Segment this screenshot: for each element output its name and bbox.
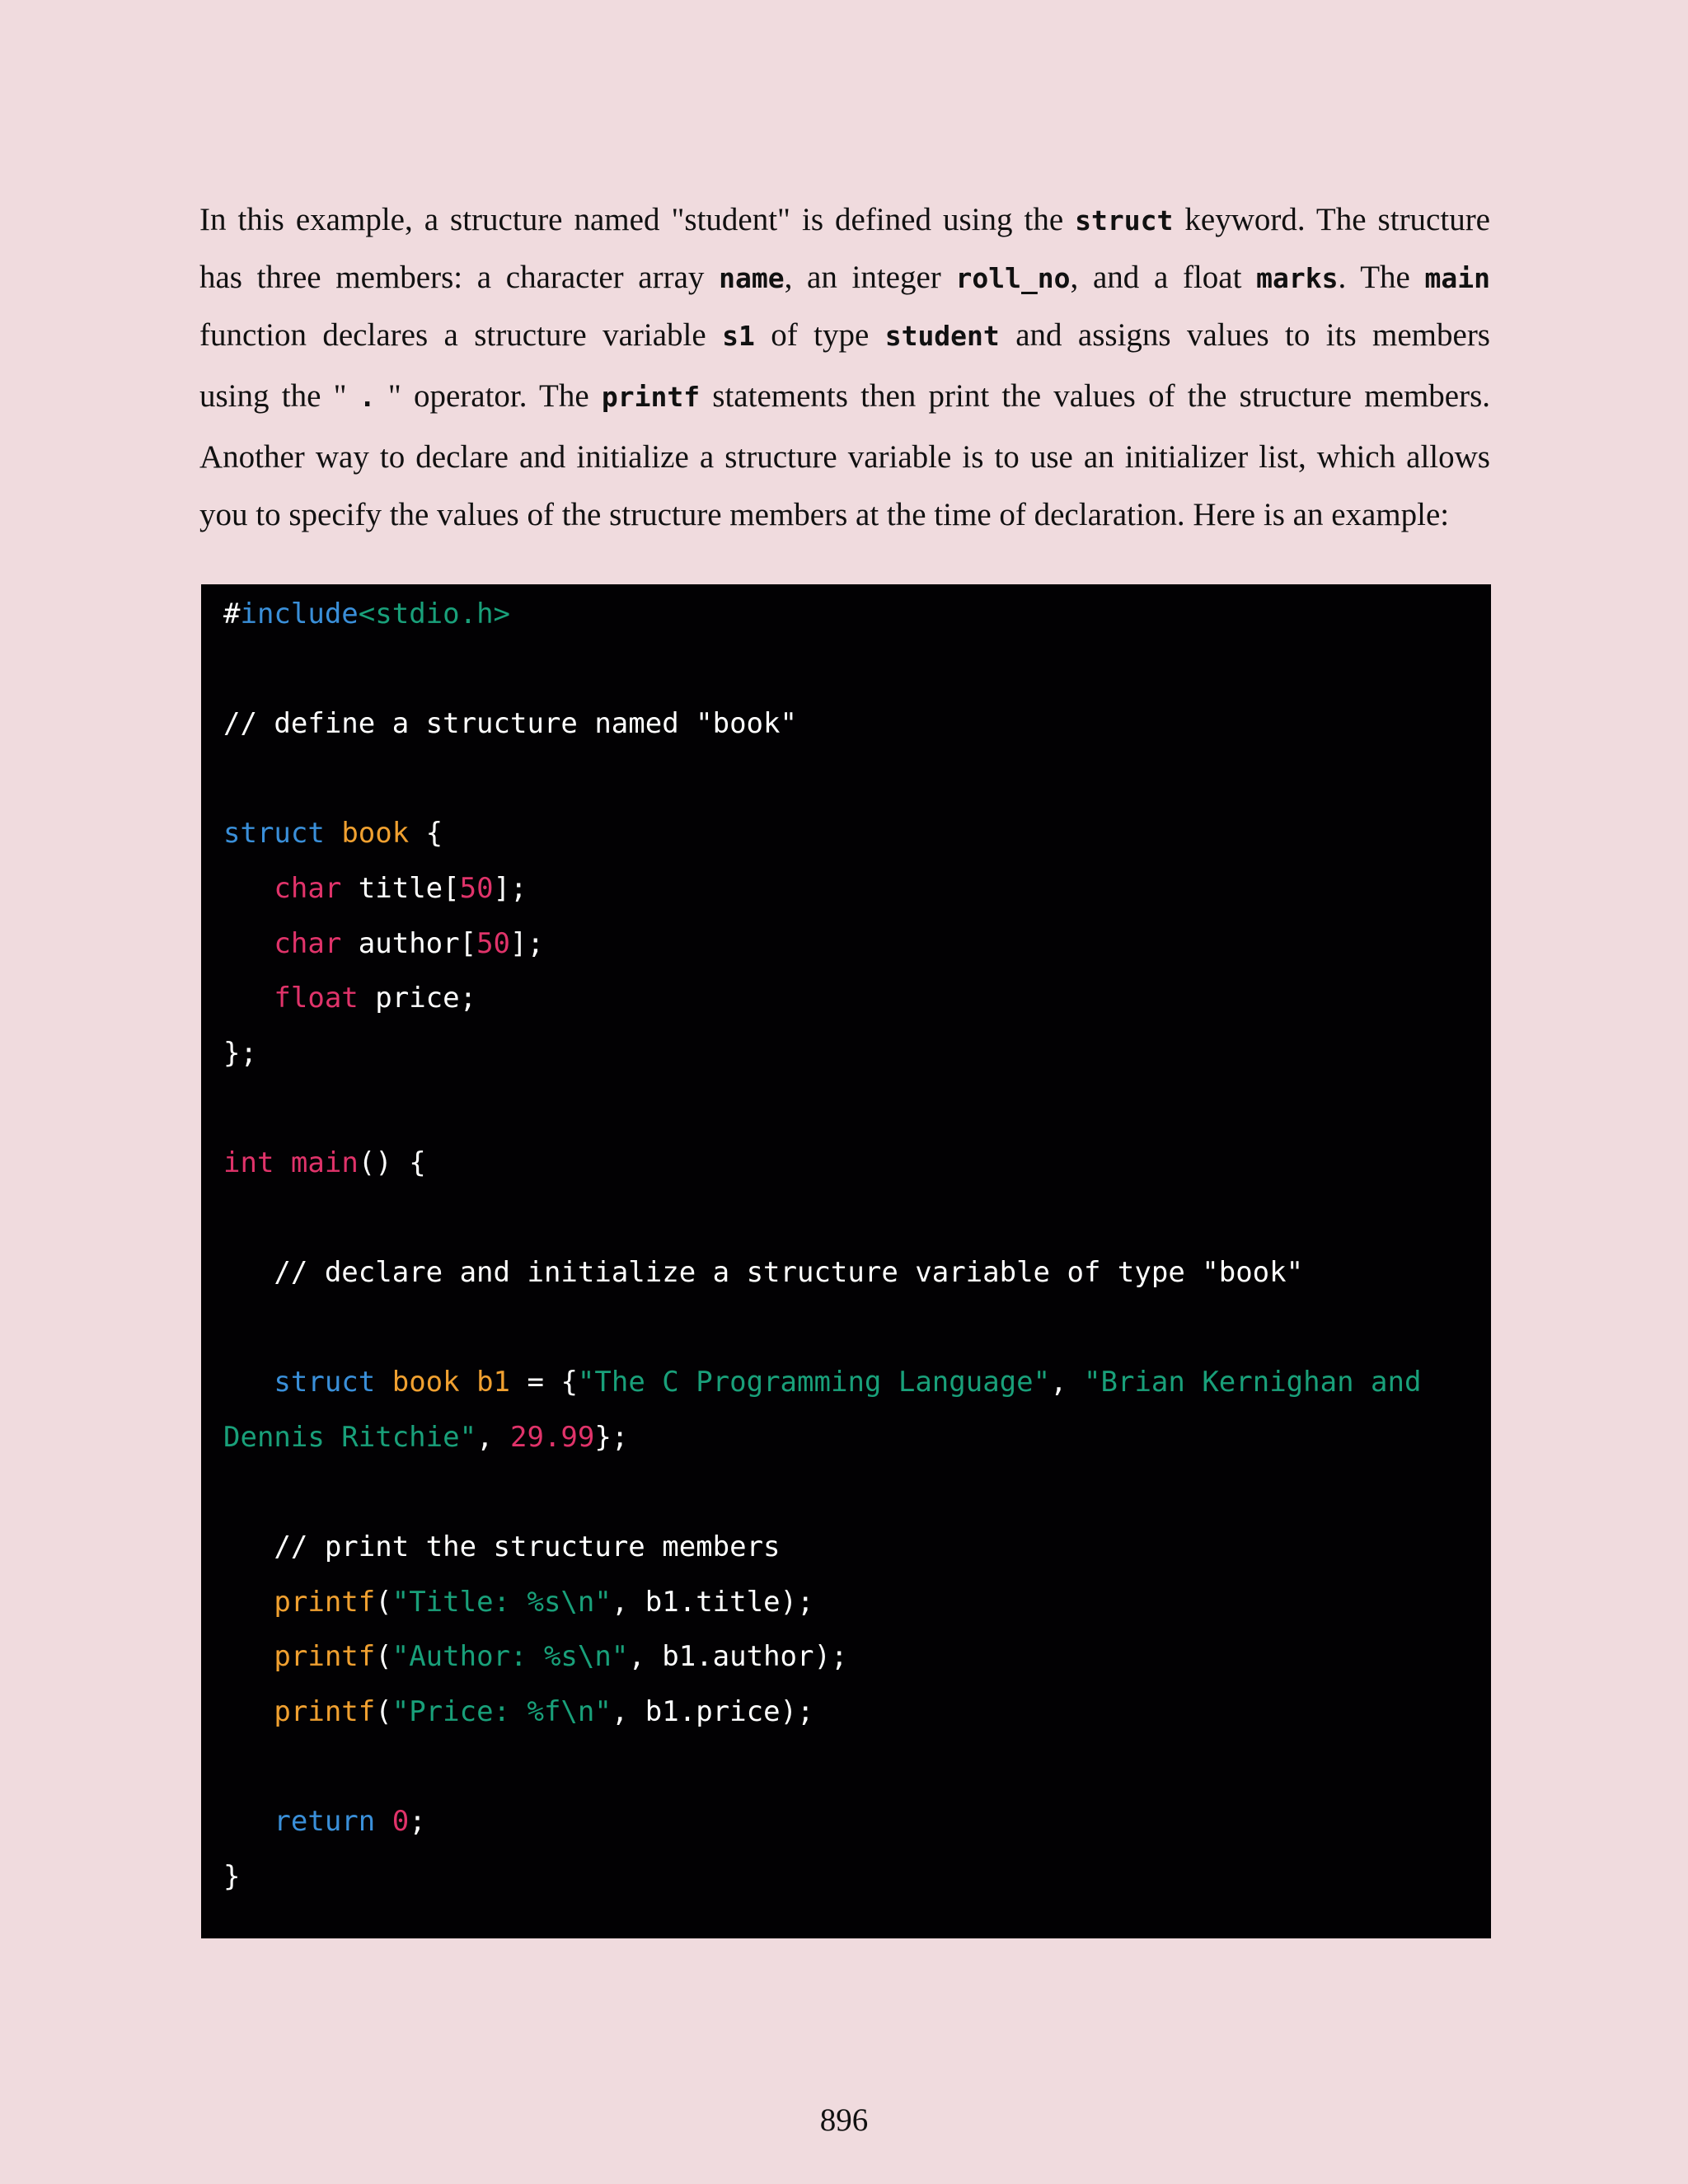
token: 50 [459, 871, 494, 905]
token: 29.99 [510, 1420, 595, 1454]
paragraph-line-3 [199, 307, 1490, 364]
token: ( [375, 1694, 392, 1728]
code-line-blank [223, 1080, 1491, 1135]
token: int [223, 1146, 274, 1179]
token: include [240, 598, 359, 630]
token: struct [223, 817, 325, 851]
body-paragraph [199, 191, 1490, 544]
text: and assigns values to its members [999, 317, 1490, 353]
code-line-1 [223, 586, 1491, 641]
token: ]; [510, 926, 544, 960]
token: ( [375, 1640, 392, 1674]
inline-code: . [359, 381, 376, 413]
token: ( [375, 1585, 392, 1619]
paragraph-line-6: you to specify the values of the structure members at the time of declaration. Here is an example: [199, 497, 1450, 532]
inline-code: student [884, 320, 1000, 352]
code-line-18 [223, 1519, 1491, 1574]
inline-code: main [1424, 262, 1490, 294]
code-line-24: } [223, 1859, 241, 1893]
token: "Price: %f\n" [392, 1694, 612, 1728]
code-line-blank [223, 1300, 1491, 1355]
code-line-16 [223, 1409, 1491, 1465]
token: "Brian Kernighan and [1084, 1366, 1422, 1399]
token: () { [358, 1146, 426, 1179]
code-line-7 [223, 916, 1491, 971]
code-line-11 [223, 1135, 1491, 1190]
text: In this example, a structure named "student" is defined using the [199, 202, 1076, 237]
inline-code: printf [601, 381, 701, 413]
token: // declare and initialize a structure variable of type "book" [274, 1256, 1304, 1290]
token: = { [510, 1366, 578, 1399]
code-line-20 [223, 1629, 1491, 1684]
inline-code: s1 [722, 320, 755, 352]
token: , [1050, 1366, 1085, 1399]
text: , and a float [1070, 260, 1257, 295]
code-line-blank [223, 751, 1491, 806]
text: keyword. The structure [1173, 202, 1490, 237]
page-number: 896 [819, 2102, 869, 2138]
code-line-8 [223, 970, 1491, 1025]
code-line-blank [223, 641, 1491, 696]
inline-code: marks [1256, 262, 1339, 294]
code-line-blank [223, 1738, 1491, 1793]
code-line-13 [223, 1244, 1491, 1300]
paragraph-line-5: Another way to declare and initialize a structure variable is to use an initializer list, which allows [199, 439, 1490, 475]
code-line-15 [223, 1354, 1491, 1409]
text: , an integer [784, 260, 956, 295]
token: struct [274, 1366, 376, 1399]
code-line-blank [223, 1465, 1491, 1520]
inline-code: roll_no [955, 262, 1071, 294]
code-line-6 [223, 860, 1491, 916]
token: }; [594, 1420, 629, 1454]
token: 0 [392, 1805, 410, 1839]
token: book b1 [392, 1366, 511, 1399]
token: "Title: %s\n" [392, 1585, 612, 1619]
paragraph-line-2 [199, 249, 1490, 307]
token: Dennis Ritchie" [223, 1420, 477, 1454]
token: , b1.author); [628, 1640, 848, 1674]
code-line-9: }; [223, 1036, 257, 1070]
token: 50 [476, 926, 511, 960]
token: , b1.price); [611, 1694, 814, 1728]
code-line-23 [223, 1793, 1491, 1849]
token: , b1.title); [611, 1585, 814, 1619]
token: float [274, 982, 359, 1015]
token: "Author: %s\n" [392, 1640, 629, 1674]
token: <stdio.h> [358, 598, 511, 630]
text: of type [754, 317, 885, 353]
token: char [274, 926, 342, 960]
token: // print the structure members [274, 1530, 781, 1564]
token: printf [274, 1585, 376, 1619]
paragraph-line-4 [199, 364, 1490, 429]
code-line-3: // define a structure named "book" [223, 707, 797, 741]
token [375, 1805, 392, 1838]
code-block [201, 584, 1491, 1938]
inline-code: name [719, 262, 785, 294]
inline-code: struct [1075, 204, 1174, 237]
code-line-19 [223, 1574, 1491, 1629]
text: has three members: a character array [199, 260, 720, 295]
token: { [409, 817, 443, 851]
code-line-5 [223, 805, 1491, 860]
code-line-21 [223, 1684, 1491, 1739]
text: using the " [199, 378, 359, 414]
text: statements then print the values of the structure members. [700, 378, 1491, 414]
token: printf [274, 1640, 376, 1674]
paragraph-line-1 [199, 191, 1490, 249]
token: ; [409, 1805, 426, 1839]
token: "The C Programming Language" [577, 1366, 1051, 1399]
token: price; [358, 982, 477, 1015]
token: , [476, 1420, 510, 1454]
token: title[ [341, 871, 460, 905]
text: . The [1338, 260, 1425, 295]
token: return [274, 1805, 376, 1839]
token: ]; [493, 871, 528, 905]
token: main [290, 1146, 359, 1179]
token: author[ [341, 926, 477, 960]
text: " operator. The [375, 378, 602, 414]
text: function declares a structure variable [199, 317, 723, 353]
token: book [341, 817, 410, 851]
token: # [223, 598, 241, 630]
code-line-blank [223, 1190, 1491, 1245]
token: char [274, 871, 342, 905]
token: printf [274, 1694, 376, 1728]
